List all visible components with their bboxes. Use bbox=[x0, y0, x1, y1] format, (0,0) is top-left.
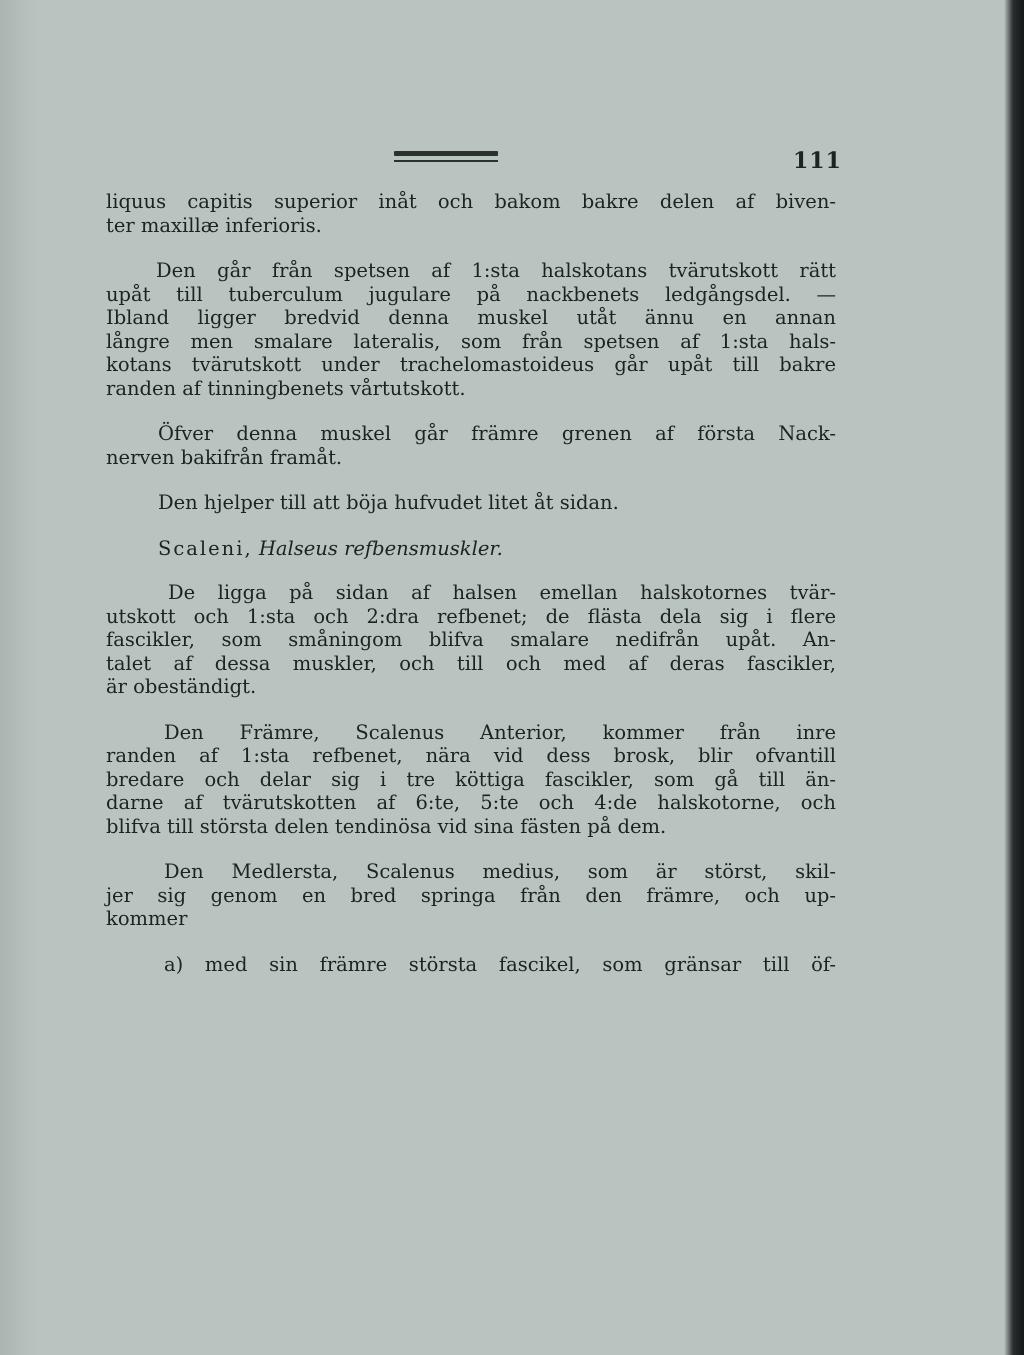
text-line: Den hjelper till att böja hufvudet litet åt sidan. bbox=[158, 491, 619, 514]
paragraph bbox=[106, 860, 836, 931]
text-line: jer sig genom en bred springa från den främre, och up- bbox=[106, 883, 836, 907]
paragraph bbox=[106, 581, 836, 699]
text-line: randen af 1:sta refbenet, nära vid dess brosk, blir ofvantill bbox=[106, 744, 836, 767]
text-line: kotans tvärutskott under trachelomastoideus går upåt till bakre bbox=[106, 353, 836, 376]
text-line: är obeständigt. bbox=[106, 675, 257, 698]
page-edge-shadow bbox=[1004, 0, 1024, 1355]
text-line: a) med sin främre största fascikel, som gränsar till öf- bbox=[164, 952, 836, 976]
heading-title: Scaleni, bbox=[158, 536, 253, 560]
text-line: Ibland ligger bredvid denna muskel utåt ännu en annan bbox=[106, 306, 836, 329]
text-line: liquus capitis superior inåt och bakom bakre delen af biven- bbox=[106, 190, 836, 213]
text-line: upåt till tuberculum jugulare på nackbenets ledgångsdel. — bbox=[106, 282, 836, 306]
section-heading bbox=[106, 537, 836, 561]
text-line: Den Medlersta, Scalenus medius, som är störst, skil- bbox=[164, 860, 836, 883]
text-line: De ligga på sidan af halsen emellan halskotornes tvär- bbox=[168, 581, 836, 604]
text-line: ter maxillæ inferioris. bbox=[106, 213, 322, 237]
text-line: darne af tvärutskotten af 6:te, 5:te och 4:de halskotorne, och bbox=[106, 791, 836, 814]
paragraph bbox=[106, 422, 836, 469]
header-rule bbox=[394, 151, 498, 156]
text-line: kommer bbox=[106, 907, 188, 930]
paragraph bbox=[106, 491, 836, 515]
text-line: talet af dessa muskler, och till och med af deras fascikler, bbox=[106, 651, 836, 675]
paragraph bbox=[106, 259, 836, 400]
heading-subtitle: Halseus refbensmuskler. bbox=[258, 536, 503, 560]
paragraph bbox=[106, 721, 836, 839]
body-text bbox=[106, 190, 836, 998]
page-number: 111 bbox=[793, 148, 842, 174]
text-line: bredare och delar sig i tre köttiga fascikler, som gå till än- bbox=[106, 767, 836, 791]
paragraph bbox=[106, 190, 836, 237]
paragraph bbox=[106, 953, 836, 977]
text-line: Den Främre, Scalenus Anterior, kommer från inre bbox=[164, 720, 836, 744]
text-line: blifva till största delen tendinösa vid sina fästen på dem. bbox=[106, 814, 667, 838]
text-line: Öfver denna muskel går främre grenen af första Nack- bbox=[158, 422, 836, 445]
text-line: Den går från spetsen af 1:sta halskotans tvärutskott rätt bbox=[156, 259, 836, 282]
text-line: långre men smalare lateralis, som från spetsen af 1:sta hals- bbox=[106, 329, 836, 353]
text-line: randen af tinningbenets vårtutskott. bbox=[106, 376, 466, 400]
page-gutter bbox=[0, 0, 38, 1355]
text-line: utskott och 1:sta och 2:dra refbenet; de flästa dela sig i flere bbox=[106, 604, 836, 628]
text-line: nerven bakifrån framåt. bbox=[106, 445, 343, 469]
header-rule-thin bbox=[394, 160, 498, 162]
text-line: fascikler, som småningom blifva smalare nedifrån upåt. An- bbox=[106, 628, 836, 651]
